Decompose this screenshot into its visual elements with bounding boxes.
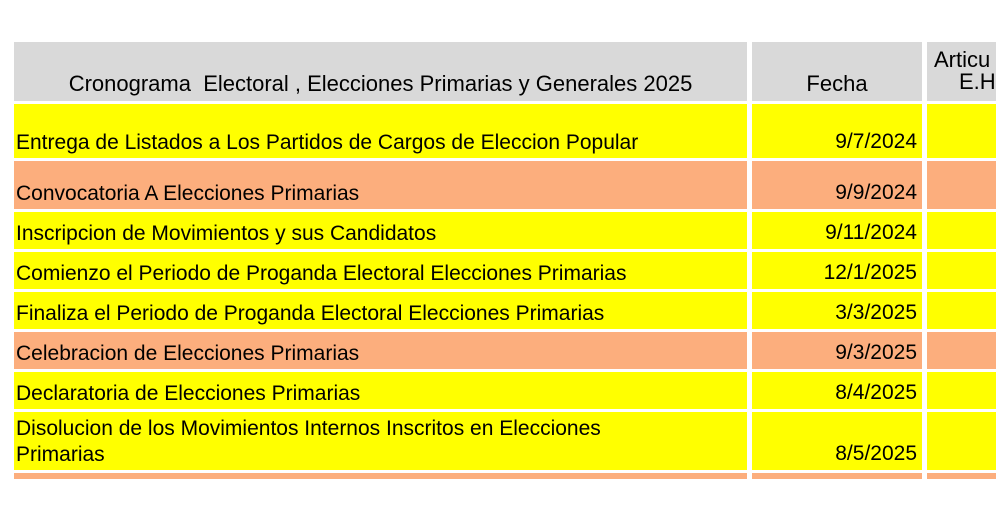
date-text: 9/7/2024 bbox=[835, 130, 917, 153]
extra-cell bbox=[927, 412, 996, 470]
table-row bbox=[14, 292, 996, 329]
table-title: Cronograma Electoral , Elecciones Primarias y Generales 2025 bbox=[68, 71, 693, 96]
activity-cell bbox=[14, 412, 747, 470]
activity-text: Disolucion de los Movimientos Internos Inscritos en Elecciones Primarias bbox=[16, 417, 601, 466]
header-activity-cell bbox=[14, 42, 747, 101]
extra-cell bbox=[927, 252, 996, 289]
activity-cell bbox=[14, 372, 747, 409]
extra-cell bbox=[927, 161, 996, 209]
table-row bbox=[14, 332, 996, 369]
table-row bbox=[14, 252, 996, 289]
activity-cell bbox=[14, 252, 747, 289]
extra-cell bbox=[927, 104, 996, 158]
activity-cell bbox=[14, 161, 747, 209]
activity-text: Convocatoria A Elecciones Primarias bbox=[16, 182, 360, 205]
date-cell bbox=[752, 412, 922, 470]
activity-cell bbox=[14, 332, 747, 369]
fecha-column-label: Fecha bbox=[806, 71, 868, 96]
date-text: 9/3/2025 bbox=[835, 341, 917, 364]
date-cell bbox=[752, 332, 922, 369]
table-row bbox=[14, 161, 996, 209]
activity-text: Inscripcion de Movimientos y sus Candidatos bbox=[16, 222, 437, 245]
activity-cell bbox=[14, 212, 747, 249]
extra-cell bbox=[927, 292, 996, 329]
activity-text: Celebracion de Elecciones Primarias bbox=[16, 342, 360, 365]
extra-cell bbox=[927, 372, 996, 409]
table-row bbox=[14, 412, 996, 470]
date-cell bbox=[752, 212, 922, 249]
header-articulo-cell bbox=[927, 42, 996, 101]
date-cell bbox=[752, 252, 922, 289]
date-text: 3/3/2025 bbox=[835, 301, 917, 324]
date-text: 8/5/2025 bbox=[835, 442, 917, 465]
date-cell bbox=[752, 161, 922, 209]
articulo-column-label-line2: E.H bbox=[959, 69, 996, 94]
date-cell bbox=[752, 104, 922, 158]
extra-cell bbox=[927, 212, 996, 249]
date-cell bbox=[752, 292, 922, 329]
header-fecha-cell bbox=[752, 42, 922, 101]
date-text: 8/4/2025 bbox=[835, 381, 917, 404]
extra-cell bbox=[927, 473, 996, 479]
activity-cell bbox=[14, 104, 747, 158]
table-row bbox=[14, 372, 996, 409]
date-text: 9/11/2024 bbox=[825, 221, 917, 244]
table-row bbox=[14, 212, 996, 249]
activity-cell bbox=[14, 473, 747, 479]
activity-cell bbox=[14, 292, 747, 329]
table-header-row bbox=[14, 42, 996, 101]
extra-cell bbox=[927, 332, 996, 369]
table-row bbox=[14, 104, 996, 158]
election-schedule-table bbox=[14, 42, 996, 479]
activity-text: Entrega de Listados a Los Partidos de Cargos de Eleccion Popular bbox=[16, 131, 639, 154]
date-text: 12/1/2025 bbox=[823, 261, 917, 284]
activity-text: Declaratoria de Elecciones Primarias bbox=[16, 382, 361, 405]
partial-table-row bbox=[14, 473, 996, 479]
date-text: 9/9/2024 bbox=[835, 181, 917, 204]
activity-text: Finaliza el Periodo de Proganda Electoral Elecciones Primarias bbox=[16, 302, 605, 325]
activity-text: Comienzo el Periodo de Proganda Electoral Elecciones Primarias bbox=[16, 262, 627, 285]
date-cell bbox=[752, 372, 922, 409]
articulo-column-label-line1: Articu bbox=[934, 47, 991, 72]
date-cell bbox=[752, 473, 922, 479]
